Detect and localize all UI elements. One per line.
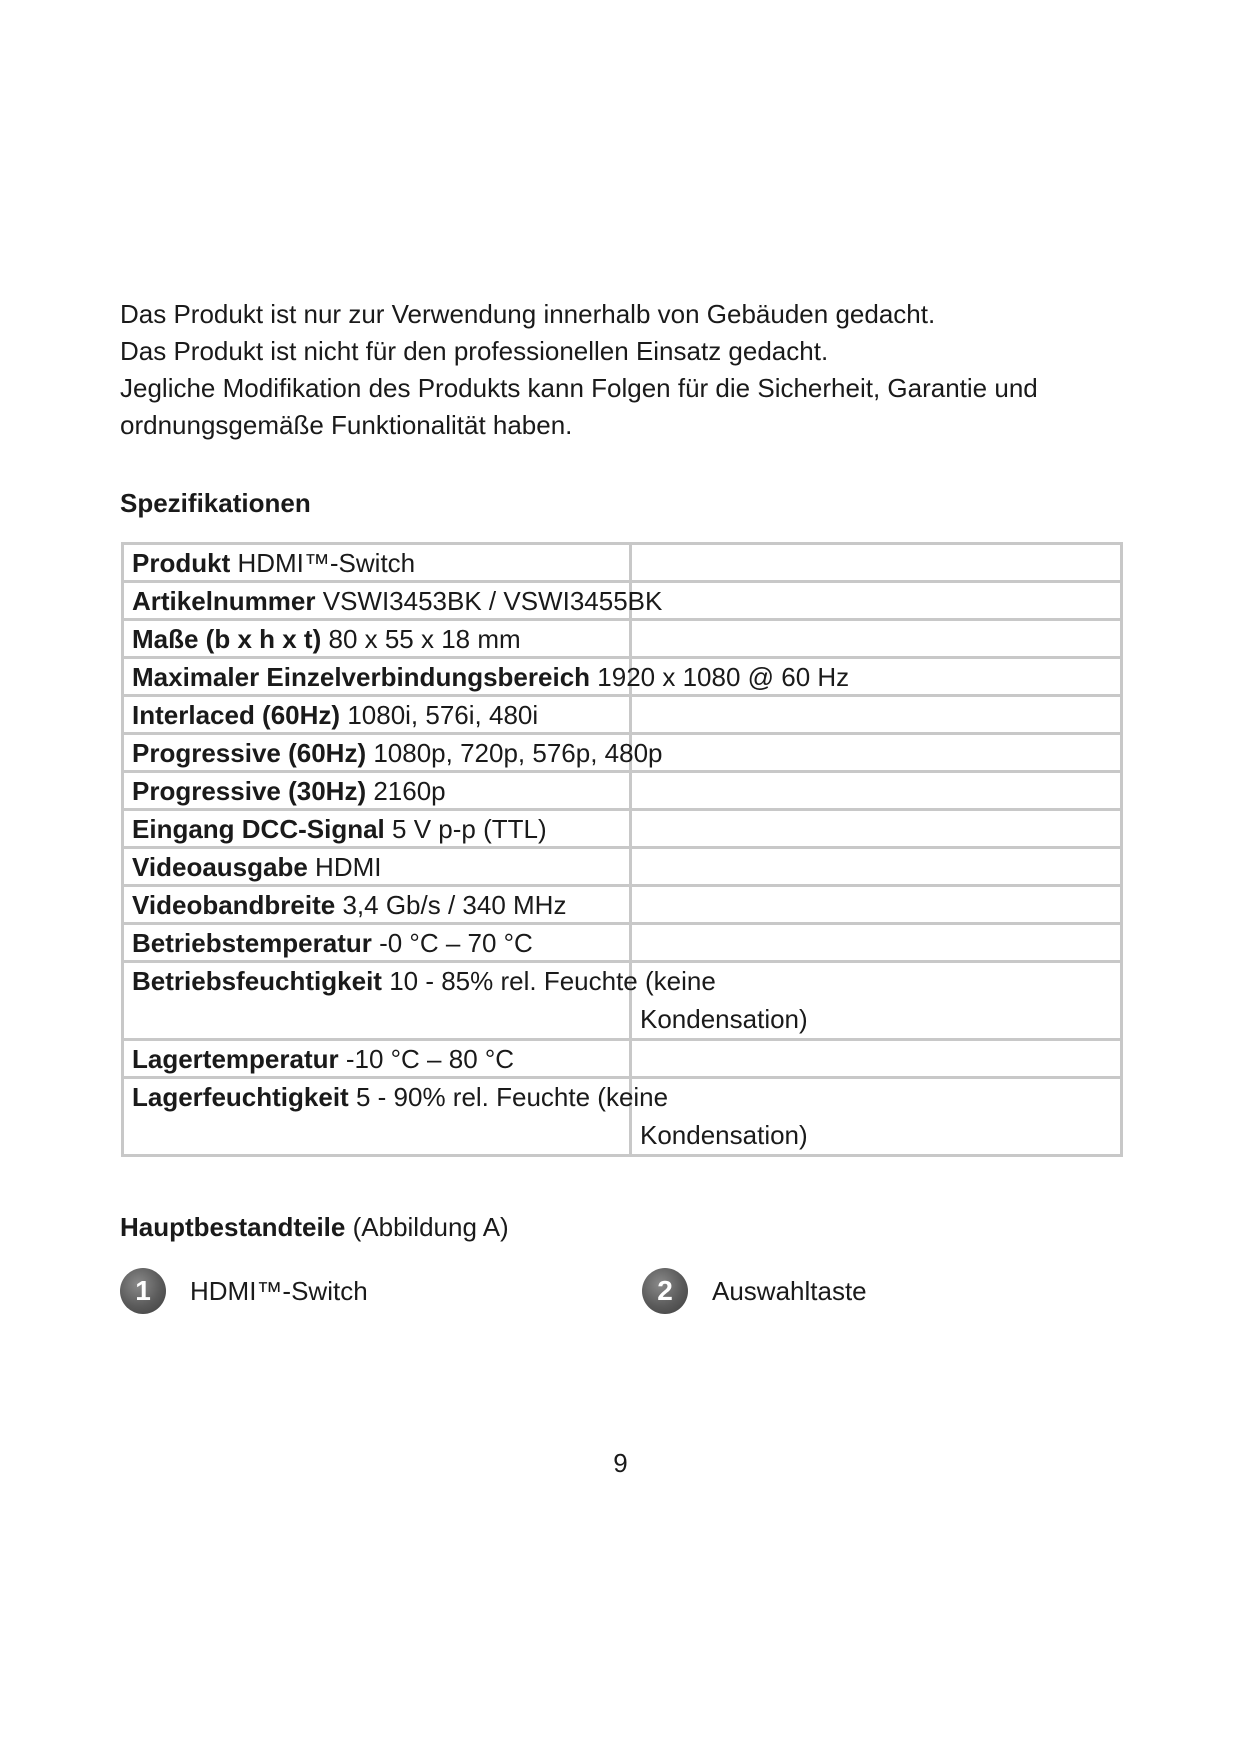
spec-value: -10 °C – 80 °C — [345, 1044, 515, 1074]
part-number-badge: 1 — [120, 1268, 166, 1314]
spec-row — [123, 620, 1122, 658]
spec-cell-left — [123, 810, 631, 848]
spec-entry — [132, 849, 381, 885]
spec-cell-left — [123, 924, 631, 962]
main-part-item — [642, 1268, 867, 1314]
spec-value: 80 x 55 x 18 mm — [328, 624, 521, 654]
spec-cell-right — [631, 734, 1122, 772]
spec-entry — [132, 887, 566, 923]
spec-entry — [132, 811, 547, 847]
main-parts-heading: Hauptbestandteile — [120, 1212, 346, 1242]
spec-entry — [132, 545, 415, 581]
spec-cell-right — [631, 696, 1122, 734]
spec-cell-right — [631, 1078, 1122, 1156]
spec-entry — [132, 963, 716, 999]
spec-cell-left — [123, 772, 631, 810]
spec-cell-right — [631, 544, 1122, 582]
spec-label: Interlaced (60Hz) — [132, 700, 341, 730]
spec-cell-left — [123, 658, 850, 696]
spec-cell-right — [631, 1040, 1122, 1078]
spec-value: 2160p — [373, 776, 446, 806]
part-label: HDMI™-Switch — [190, 1275, 368, 1306]
spec-label: Lagertemperatur — [132, 1044, 339, 1074]
spec-entry — [132, 621, 521, 657]
spec-label: Betriebsfeuchtigkeit — [132, 966, 382, 996]
spec-value: HDMI™-Switch — [237, 548, 416, 578]
spec-value: 1080p, 720p, 576p, 480p — [373, 738, 663, 768]
spec-cell-left — [123, 962, 716, 1040]
spec-cell-left — [123, 734, 663, 772]
spec-cell-right — [631, 886, 1122, 924]
spec-value: 3,4 Gb/s / 340 MHz — [342, 890, 567, 920]
spec-row — [123, 658, 1122, 696]
intro-line-1: Das Produkt ist nur zur Verwendung innerhalb von Gebäuden gedacht. — [120, 299, 936, 329]
spec-cell-left — [123, 696, 631, 734]
spec-value: HDMI — [315, 852, 382, 882]
spec-cell-left — [123, 848, 631, 886]
spec-entry — [132, 925, 533, 961]
spec-row — [123, 772, 1122, 810]
spec-label: Produkt — [132, 548, 231, 578]
part-label: Auswahltaste — [712, 1275, 867, 1306]
intro-text — [120, 296, 1120, 444]
spec-value: 5 - 90% rel. Feuchte (keine — [355, 1082, 669, 1112]
spec-label: Betriebstemperatur — [132, 928, 372, 958]
spec-cell-right — [631, 848, 1122, 886]
spec-row — [123, 962, 1122, 1040]
spec-label: Videobandbreite — [132, 890, 336, 920]
spec-value: 1920 x 1080 @ 60 Hz — [597, 662, 850, 692]
spec-value-continuation: Kondensation) — [640, 1004, 808, 1034]
spec-row — [123, 848, 1122, 886]
spec-entry — [132, 735, 663, 771]
part-number-badge: 2 — [642, 1268, 688, 1314]
spec-entry — [132, 659, 849, 695]
spec-cell-left — [123, 1040, 631, 1078]
main-parts-subtitle: (Abbildung A) — [352, 1212, 509, 1242]
spec-label: Maße (b x h x t) — [132, 624, 322, 654]
spec-cell-right — [631, 962, 1122, 1040]
spec-cell-right — [631, 772, 1122, 810]
spec-table — [121, 542, 1123, 1157]
spec-entry — [132, 697, 538, 733]
page-number: 9 — [613, 1448, 628, 1478]
spec-value: 5 V p-p (TTL) — [392, 814, 547, 844]
main-part-item — [120, 1268, 368, 1314]
main-parts-list — [120, 1268, 1120, 1328]
main-parts-title — [120, 1212, 509, 1243]
intro-line-3: Jegliche Modifikation des Produkts kann Folgen für die Sicherheit, Garantie und — [120, 373, 1038, 403]
spec-value: VSWI3453BK / VSWI3455BK — [322, 586, 663, 616]
spec-value: 10 - 85% rel. Feuchte (keine — [389, 966, 716, 996]
spec-cell-right — [631, 582, 1122, 620]
spec-cell-left — [123, 544, 631, 582]
spec-entry — [132, 1041, 514, 1077]
spec-label: Artikelnummer — [132, 586, 316, 616]
spec-label: Eingang DCC-Signal — [132, 814, 385, 844]
spec-section-title: Spezifikationen — [120, 488, 311, 518]
spec-cell-left — [123, 886, 631, 924]
spec-row — [123, 810, 1122, 848]
spec-label: Lagerfeuchtigkeit — [132, 1082, 349, 1112]
spec-value-continuation: Kondensation) — [640, 1120, 808, 1150]
spec-cell-right — [631, 620, 1122, 658]
spec-row — [123, 1040, 1122, 1078]
spec-cell-right — [631, 924, 1122, 962]
intro-line-2: Das Produkt ist nicht für den professionellen Einsatz gedacht. — [120, 336, 829, 366]
spec-row — [123, 734, 1122, 772]
spec-row — [123, 544, 1122, 582]
spec-cell-left — [123, 1078, 669, 1156]
spec-row — [123, 696, 1122, 734]
intro-line-4: ordnungsgemäße Funktionalität haben. — [120, 410, 573, 440]
spec-entry — [132, 773, 446, 809]
spec-entry — [132, 583, 662, 619]
spec-row — [123, 886, 1122, 924]
spec-row — [123, 582, 1122, 620]
spec-value: 1080i, 576i, 480i — [347, 700, 539, 730]
spec-value: -0 °C – 70 °C — [379, 928, 533, 958]
spec-cell-left — [123, 620, 631, 658]
spec-row — [123, 1078, 1122, 1156]
spec-cell-left — [123, 582, 663, 620]
spec-row — [123, 924, 1122, 962]
spec-label: Maximaler Einzelverbindungsbereich — [132, 662, 591, 692]
spec-entry — [132, 1079, 668, 1115]
spec-label: Progressive (30Hz) — [132, 776, 367, 806]
spec-label: Progressive (60Hz) — [132, 738, 367, 768]
spec-label: Videoausgabe — [132, 852, 308, 882]
spec-cell-right — [631, 810, 1122, 848]
